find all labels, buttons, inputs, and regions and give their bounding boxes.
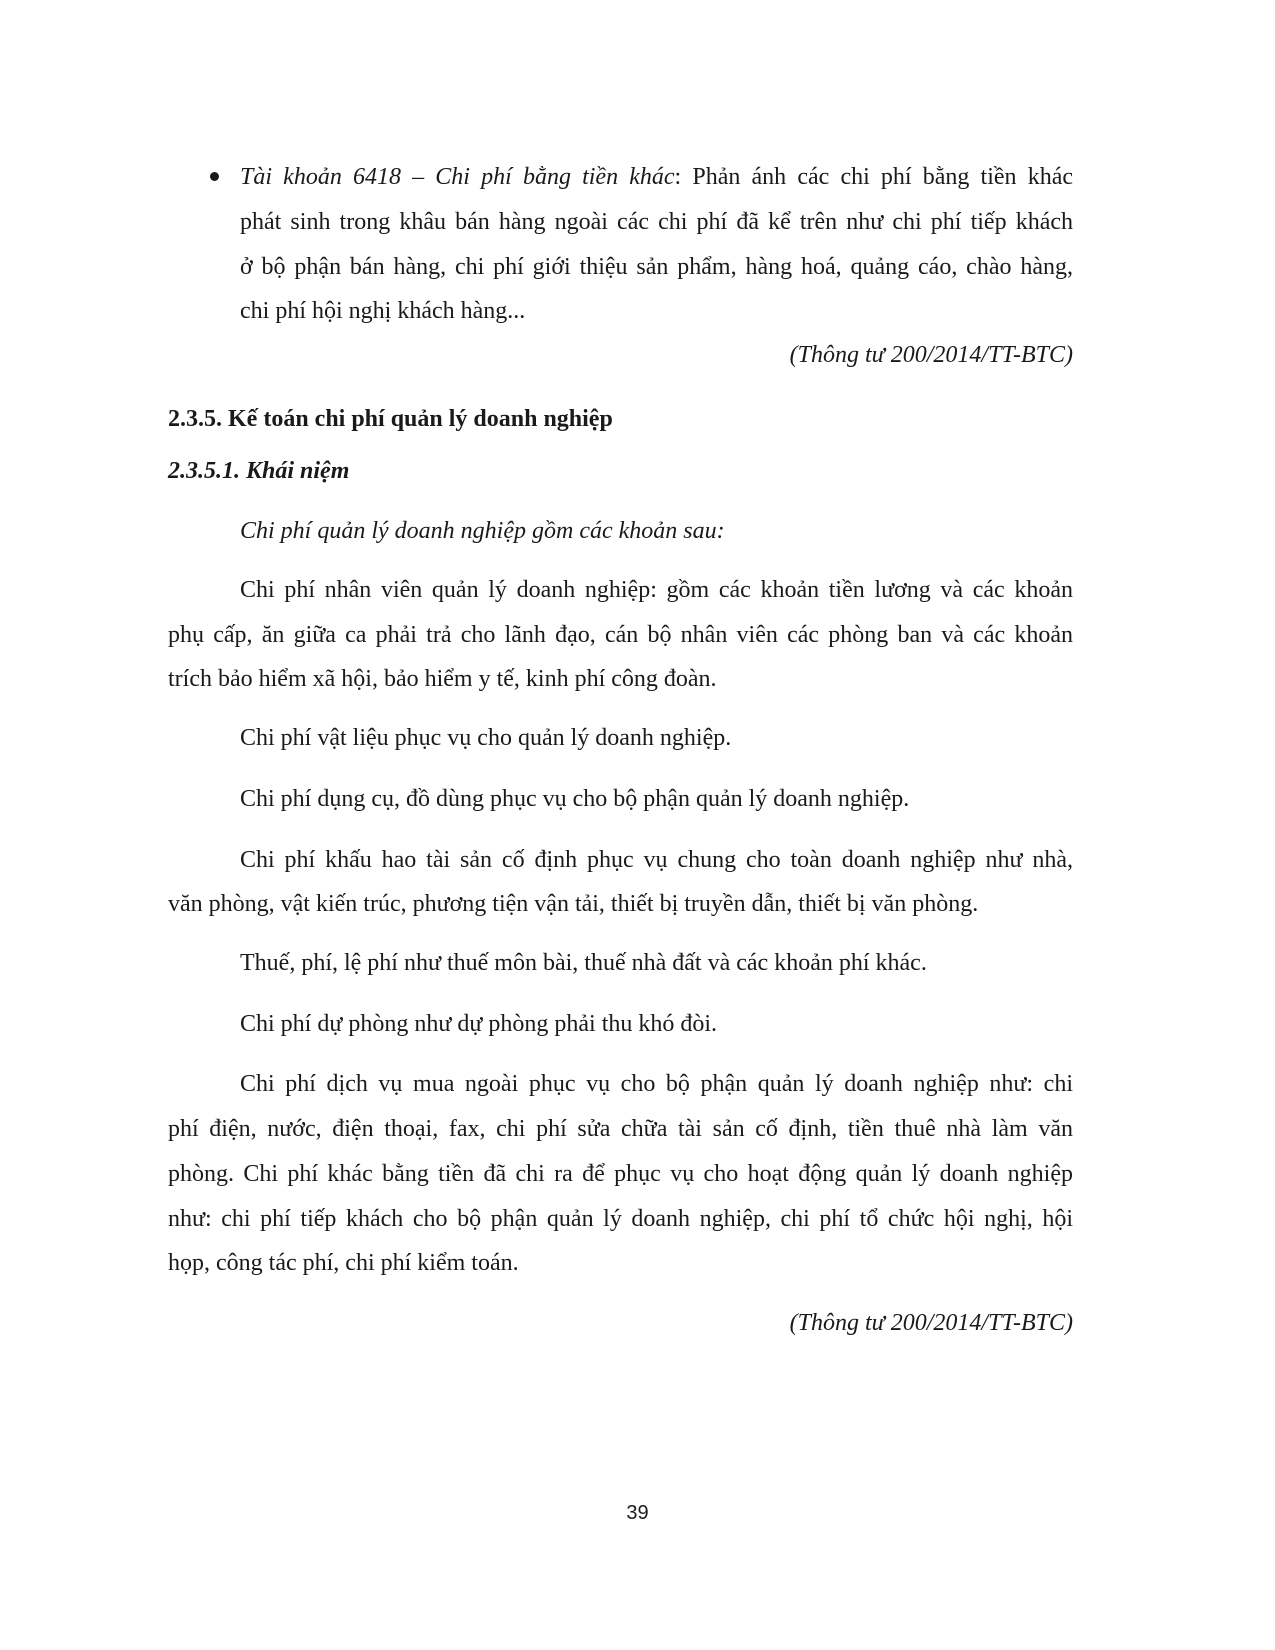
page-number: 39: [626, 1502, 649, 1524]
p2: Chi phí vật liệu phục vụ cho quản lý doanh nghiệp.: [240, 725, 732, 751]
p7-line-1: Chi phí dịch vụ mua ngoài phục vụ cho bộ phận quản lý doanh nghiệp như: chi: [240, 1071, 1073, 1097]
bullet-line-1: [240, 162, 1073, 192]
citation-2: (Thông tư 200/2014/TT-BTC): [789, 1310, 1073, 1336]
bullet-line-3: ở bộ phận bán hàng, chi phí giới thiệu sản phẩm, hàng hoá, quảng cáo, chào hàng,: [240, 254, 1073, 280]
p1-line-2: phụ cấp, ăn giữa ca phải trả cho lãnh đạo, cán bộ nhân viên các phòng ban và các khoản: [168, 622, 1073, 648]
p6: Chi phí dự phòng như dự phòng phải thu khó đòi.: [240, 1011, 718, 1037]
p1-line-3: trích bảo hiểm xã hội, bảo hiểm y tế, kinh phí công đoàn.: [168, 666, 717, 692]
bullet-dot-icon: [210, 172, 219, 181]
p7-line-2: phí điện, nước, điện thoại, fax, chi phí sửa chữa tài sản cố định, tiền thuê nhà làm văn: [168, 1116, 1073, 1142]
citation-1: (Thông tư 200/2014/TT-BTC): [789, 342, 1073, 368]
p7-line-3: phòng. Chi phí khác bằng tiền đã chi ra để phục vụ cho hoạt động quản lý doanh nghiệp: [168, 1161, 1073, 1187]
p7-line-5: họp, công tác phí, chi phí kiểm toán.: [168, 1250, 519, 1276]
bullet-line-2: phát sinh trong khâu bán hàng ngoài các chi phí đã kể trên như chi phí tiếp khách: [240, 209, 1073, 235]
p5: Thuế, phí, lệ phí như thuế môn bài, thuế nhà đất và các khoản phí khác.: [240, 950, 927, 976]
p1-line-1: Chi phí nhân viên quản lý doanh nghiệp: gồm các khoản tiền lương và các khoản: [240, 577, 1073, 603]
section-subheading: 2.3.5.1. Khái niệm: [168, 458, 350, 484]
section-heading: 2.3.5. Kế toán chi phí quản lý doanh nghiệp: [168, 406, 613, 432]
section-intro: Chi phí quản lý doanh nghiệp gồm các khoản sau:: [240, 518, 725, 544]
p4-line-1: Chi phí khấu hao tài sản cố định phục vụ chung cho toàn doanh nghiệp như nhà,: [240, 847, 1073, 873]
bullet-line-4: chi phí hội nghị khách hàng...: [240, 298, 526, 324]
p7-line-4: như: chi phí tiếp khách cho bộ phận quản lý doanh nghiệp, chi phí tổ chức hội nghị, hội: [168, 1206, 1073, 1232]
bullet-text: : Phản ánh các chi phí bằng tiền khác: [674, 164, 1073, 190]
p4-line-2: văn phòng, vật kiến trúc, phương tiện vận tải, thiết bị truyền dẫn, thiết bị văn phòng.: [168, 891, 979, 917]
p3: Chi phí dụng cụ, đồ dùng phục vụ cho bộ phận quản lý doanh nghiệp.: [240, 786, 910, 812]
bullet-title: Tài khoản 6418 – Chi phí bằng tiền khác: [240, 164, 675, 190]
